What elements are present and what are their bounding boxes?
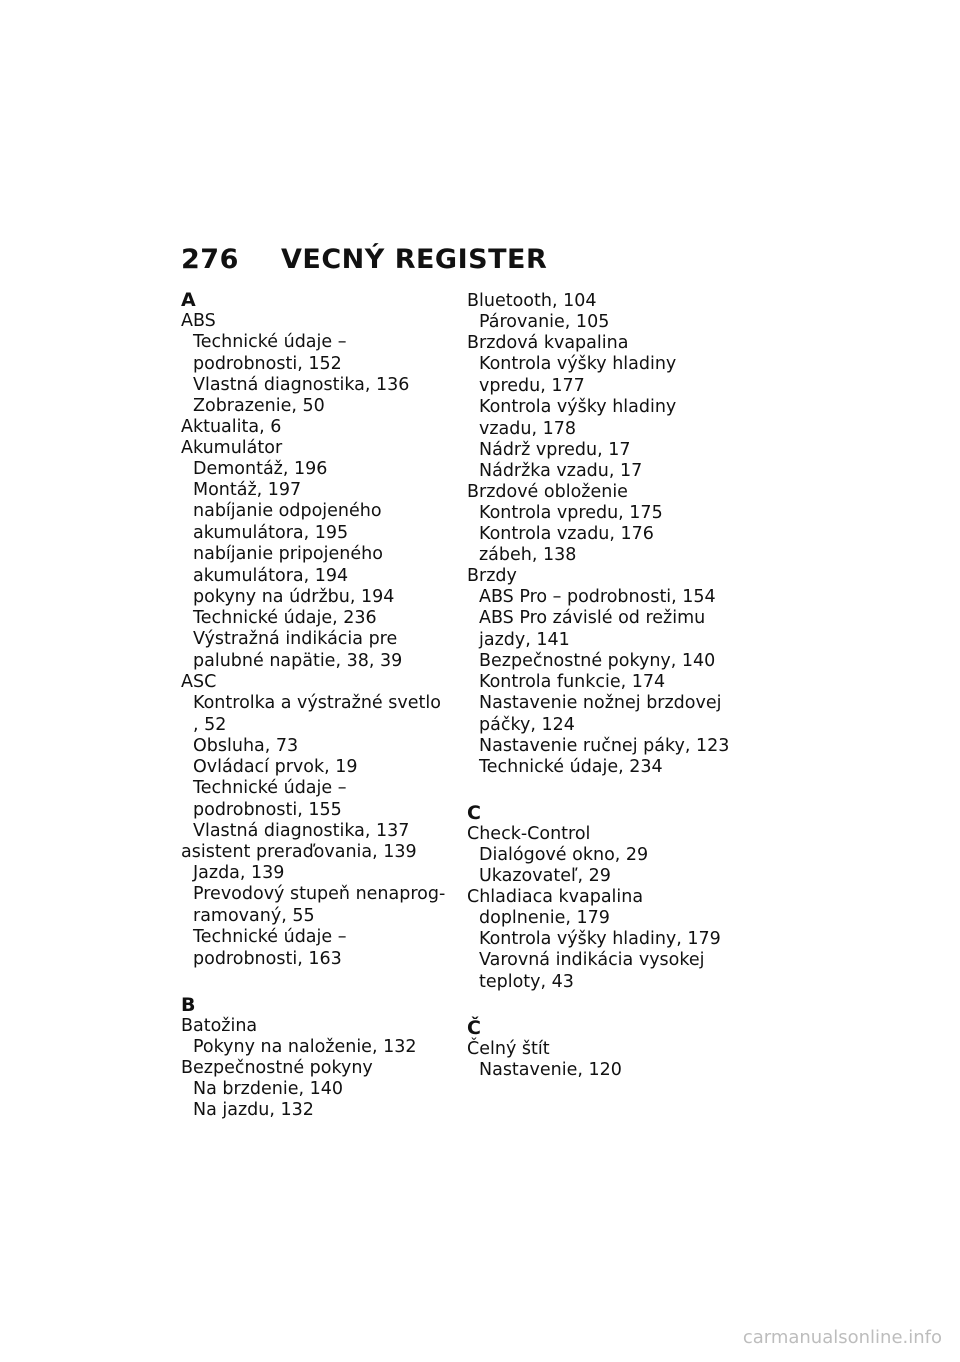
- index-subentry-line: Kontrola funkcie, 174: [479, 672, 666, 692]
- index-subentry: [467, 1060, 757, 1080]
- index-term: ABS: [181, 311, 216, 331]
- index-subentry: [467, 672, 757, 692]
- index-subentry-line: palubné napätie, 38, 39: [193, 651, 403, 671]
- index-subentry-line: vpredu, 177: [479, 376, 585, 396]
- index-subentry-line: Nádrž vpredu, 17: [479, 440, 631, 460]
- index-subentry-line: Obsluha, 73: [193, 736, 299, 756]
- index-subentry: [181, 821, 451, 841]
- index-subentry: [467, 503, 757, 523]
- index-subentry: [467, 929, 757, 949]
- index-subentry-line: Vlastná diagnostika, 136: [193, 375, 410, 395]
- index-subentry: [181, 927, 451, 969]
- index-column-left: [181, 290, 451, 1120]
- index-term: Aktualita, 6: [181, 417, 282, 437]
- index-subentry-line: podrobnosti, 152: [193, 354, 342, 374]
- index-term: Čelný štít: [467, 1039, 550, 1059]
- index-subentry: [467, 587, 757, 607]
- index-subentry-line: Kontrola výšky hladiny: [479, 397, 677, 417]
- index-subentry-line: Kontrola vpredu, 175: [479, 503, 663, 523]
- index-subentry: [181, 693, 451, 735]
- index-subentry-line: Párovanie, 105: [479, 312, 610, 332]
- index-term: Brzdy: [467, 566, 517, 586]
- index-subentry-line: Technické údaje, 234: [479, 757, 663, 777]
- index-subentry: [467, 312, 757, 332]
- index-term: Chladiaca kvapalina: [467, 887, 644, 907]
- index-subentry-line: Na jazdu, 132: [193, 1100, 314, 1120]
- index-letter: B: [181, 994, 196, 1016]
- index-subentry: [181, 757, 451, 777]
- index-letter: Č: [467, 1017, 481, 1039]
- index-subentry-line: Jazda, 139: [193, 863, 285, 883]
- index-subentry: [181, 1100, 451, 1120]
- index-subentry: [467, 757, 757, 777]
- index-subentry-line: Ukazovateľ, 29: [479, 866, 611, 886]
- index-subentry-line: pokyny na údržbu, 194: [193, 587, 395, 607]
- index-subentry: [467, 545, 757, 565]
- index-subentry-line: Kontrola výšky hladiny: [479, 354, 677, 374]
- index-column-right: [467, 290, 757, 1080]
- index-subentry-line: ABS Pro – podrobnosti, 154: [479, 587, 716, 607]
- index-subentry-line: teploty, 43: [479, 972, 574, 992]
- index-subentry-line: Dialógové okno, 29: [479, 845, 649, 865]
- index-subentry: [181, 1037, 451, 1057]
- index-subentry-line: Nastavenie ručnej páky, 123: [479, 736, 730, 756]
- page-title: VECNÝ REGISTER: [281, 244, 548, 275]
- index-subentry: [181, 375, 451, 395]
- index-subentry-line: Nastavenie nožnej brzdovej: [479, 693, 722, 713]
- index-subentry-line: akumulátora, 194: [193, 566, 349, 586]
- index-subentry-line: Technické údaje, 236: [193, 608, 377, 628]
- index-subentry: [467, 950, 757, 992]
- index-subentry: [467, 354, 757, 396]
- index-subentry: [181, 544, 451, 586]
- index-subentry-line: nabíjanie pripojeného: [193, 544, 383, 564]
- index-subentry-line: akumulátora, 195: [193, 523, 349, 543]
- index-term: Bezpečnostné pokyny: [181, 1058, 373, 1078]
- index-subentry: [181, 863, 451, 883]
- index-letter: C: [467, 802, 481, 824]
- index-term: Akumulátor: [181, 438, 283, 458]
- index-subentry-line: Bezpečnostné pokyny, 140: [479, 651, 716, 671]
- index-subentry: [467, 461, 757, 481]
- index-subentry: [181, 884, 451, 926]
- index-subentry: [467, 736, 757, 756]
- index-subentry: [181, 1079, 451, 1099]
- watermark: carmanualsonline.info: [742, 1327, 942, 1348]
- index-subentry-line: Technické údaje –: [193, 927, 347, 947]
- index-subentry-line: Demontáž, 196: [193, 459, 328, 479]
- index-subentry: [181, 501, 451, 543]
- index-subentry: [181, 778, 451, 820]
- index-subentry: [467, 651, 757, 671]
- index-subentry-line: ramovaný, 55: [193, 906, 315, 926]
- index-subentry-line: páčky, 124: [479, 715, 575, 735]
- index-subentry-line: Zobrazenie, 50: [193, 396, 325, 416]
- index-subentry-line: Varovná indikácia vysokej: [479, 950, 705, 970]
- index-subentry-line: Technické údaje –: [193, 778, 347, 798]
- index-term: Brzdová kvapalina: [467, 333, 629, 353]
- index-subentry-line: Na brzdenie, 140: [193, 1079, 343, 1099]
- index-subentry: [181, 459, 451, 479]
- index-subentry-line: Technické údaje –: [193, 332, 347, 352]
- index-subentry-line: Nastavenie, 120: [479, 1060, 622, 1080]
- index-subentry: [467, 845, 757, 865]
- index-subentry-line: Ovládací prvok, 19: [193, 757, 358, 777]
- index-subentry: [181, 480, 451, 500]
- index-term: Check-Control: [467, 824, 591, 844]
- index-subentry: [467, 693, 757, 735]
- index-term: Brzdové obloženie: [467, 482, 628, 502]
- index-letter: A: [181, 289, 196, 311]
- index-subentry-line: , 52: [193, 715, 227, 735]
- index-subentry: [467, 397, 757, 439]
- index-subentry-line: Vlastná diagnostika, 137: [193, 821, 410, 841]
- index-subentry-line: jazdy, 141: [479, 630, 570, 650]
- index-subentry: [181, 396, 451, 416]
- index-subentry-line: Prevodový stupeň nenaprog-: [193, 884, 446, 904]
- index-subentry-line: Výstražná indikácia pre: [193, 629, 398, 649]
- page-number: 276: [181, 244, 239, 275]
- index-subentry: [181, 587, 451, 607]
- index-subentry-line: podrobnosti, 155: [193, 800, 342, 820]
- page-header: [181, 244, 547, 275]
- index-subentry-line: Kontrola výšky hladiny, 179: [479, 929, 721, 949]
- index-subentry: [181, 608, 451, 628]
- index-subentry: [467, 866, 757, 886]
- index-subentry: [467, 908, 757, 928]
- index-subentry-line: Pokyny na naloženie, 132: [193, 1037, 417, 1057]
- index-term: asistent preraďovania, 139: [181, 842, 417, 862]
- index-subentry-line: doplnenie, 179: [479, 908, 610, 928]
- index-subentry-line: vzadu, 178: [479, 419, 576, 439]
- index-subentry-line: zábeh, 138: [479, 545, 577, 565]
- index-term: ASC: [181, 672, 217, 692]
- index-subentry-line: nabíjanie odpojeného: [193, 501, 382, 521]
- index-term: Bluetooth, 104: [467, 291, 597, 311]
- index-subentry-line: Kontrolka a výstražné svetlo: [193, 693, 441, 713]
- index-subentry: [467, 608, 757, 650]
- index-subentry-line: Nádržka vzadu, 17: [479, 461, 643, 481]
- index-subentry: [181, 332, 451, 374]
- index-subentry-line: Montáž, 197: [193, 480, 302, 500]
- index-subentry: [467, 440, 757, 460]
- index-subentry-line: podrobnosti, 163: [193, 949, 342, 969]
- index-subentry-line: Kontrola vzadu, 176: [479, 524, 654, 544]
- index-subentry-line: ABS Pro závislé od režimu: [479, 608, 706, 628]
- index-subentry: [181, 629, 451, 671]
- index-subentry: [181, 736, 451, 756]
- index-subentry: [467, 524, 757, 544]
- index-term: Batožina: [181, 1016, 258, 1036]
